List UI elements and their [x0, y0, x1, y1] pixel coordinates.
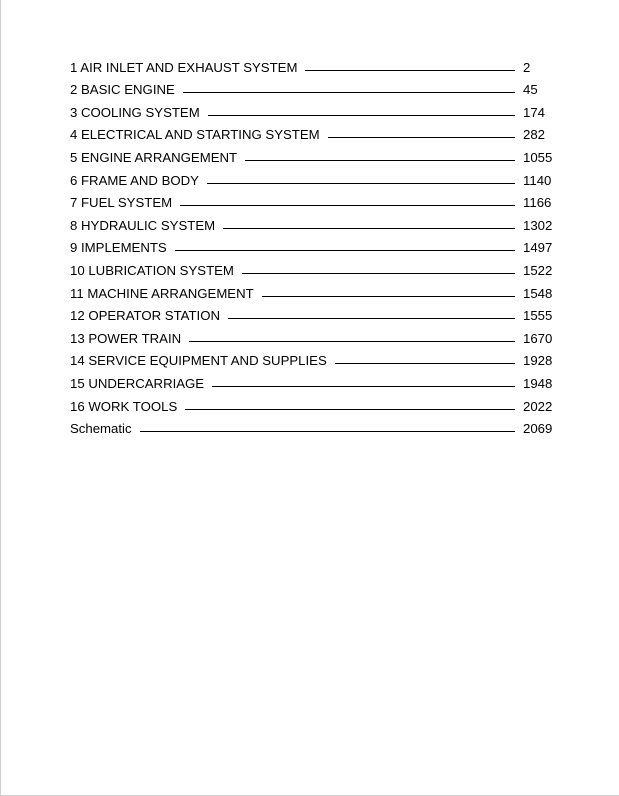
toc-entry-title: 5 ENGINE ARRANGEMENT	[70, 149, 238, 165]
toc-entry-service-equipment[interactable]	[70, 347, 560, 370]
toc-entry-title: 10 LUBRICATION SYSTEM	[70, 262, 234, 278]
toc-entry-title: 7 FUEL SYSTEM	[70, 195, 173, 211]
toc-entry-title: 16 WORK TOOLS	[70, 398, 178, 414]
toc-leader-line	[207, 183, 515, 184]
toc-entry-engine-arrangement[interactable]	[70, 143, 560, 166]
toc-entry-basic-engine[interactable]	[70, 76, 560, 99]
toc-entry-title: 2 BASIC ENGINE	[70, 82, 175, 98]
toc-entry-page: 2069	[523, 421, 553, 437]
toc-entry-title: 8 HYDRAULIC SYSTEM	[70, 217, 216, 233]
toc-entry-title: Schematic	[70, 421, 132, 437]
toc-leader-line	[212, 386, 515, 387]
toc-leader-line	[242, 273, 515, 274]
toc-leader-line	[305, 70, 515, 71]
toc-entry-page: 1928	[523, 353, 553, 369]
toc-entry-title: 1 AIR INLET AND EXHAUST SYSTEM	[70, 59, 298, 75]
table-of-contents	[70, 53, 560, 437]
toc-entry-title: 6 FRAME AND BODY	[70, 172, 199, 188]
toc-entry-schematic[interactable]	[70, 415, 560, 438]
toc-entry-title: 9 IMPLEMENTS	[70, 240, 167, 256]
toc-entry-page: 1140	[523, 172, 552, 188]
toc-entry-page: 1166	[523, 195, 552, 211]
toc-entry-title: 12 OPERATOR STATION	[70, 308, 220, 324]
toc-entry-page: 1670	[523, 330, 553, 346]
toc-entry-hydraulic-system[interactable]	[70, 211, 560, 234]
toc-entry-undercarriage[interactable]	[70, 369, 560, 392]
toc-entry-page: 1548	[523, 285, 553, 301]
toc-leader-line	[183, 92, 515, 93]
toc-leader-line	[328, 137, 515, 138]
toc-entry-title: 4 ELECTRICAL AND STARTING SYSTEM	[70, 127, 320, 143]
toc-leader-line	[180, 205, 515, 206]
toc-entry-page: 1302	[523, 217, 553, 233]
toc-entry-page: 2	[523, 59, 531, 75]
toc-entry-title: 3 COOLING SYSTEM	[70, 104, 200, 120]
toc-leader-line	[208, 115, 515, 116]
toc-entry-page: 282	[523, 127, 546, 143]
toc-entry-title: 15 UNDERCARRIAGE	[70, 375, 205, 391]
toc-entry-page: 1497	[523, 240, 553, 256]
toc-leader-line	[189, 341, 515, 342]
toc-entry-frame-body[interactable]	[70, 166, 560, 189]
toc-entry-title: 13 POWER TRAIN	[70, 330, 182, 346]
toc-entry-page: 2022	[523, 398, 553, 414]
toc-leader-line	[335, 363, 515, 364]
toc-entry-implements[interactable]	[70, 234, 560, 257]
toc-leader-line	[228, 318, 515, 319]
toc-leader-line	[185, 409, 515, 410]
toc-leader-line	[262, 296, 515, 297]
toc-entry-page: 174	[523, 104, 546, 120]
toc-entry-page: 45	[523, 82, 538, 98]
toc-entry-page: 1555	[523, 308, 553, 324]
toc-entry-title: 11 MACHINE ARRANGEMENT	[70, 285, 254, 301]
toc-leader-line	[140, 431, 515, 432]
toc-entry-machine-arrangement[interactable]	[70, 279, 560, 302]
toc-leader-line	[223, 228, 515, 229]
toc-entry-fuel-system[interactable]	[70, 189, 560, 212]
toc-entry-cooling-system[interactable]	[70, 98, 560, 121]
toc-entry-power-train[interactable]	[70, 324, 560, 347]
toc-leader-line	[245, 160, 515, 161]
toc-entry-air-inlet[interactable]	[70, 53, 560, 76]
toc-entry-work-tools[interactable]	[70, 392, 560, 415]
toc-entry-title: 14 SERVICE EQUIPMENT AND SUPPLIES	[70, 353, 327, 369]
toc-entry-page: 1522	[523, 262, 553, 278]
toc-entry-page: 1055	[523, 149, 553, 165]
toc-entry-page: 1948	[523, 375, 553, 391]
toc-entry-lubrication-system[interactable]	[70, 256, 560, 279]
toc-leader-line	[175, 250, 515, 251]
toc-entry-operator-station[interactable]	[70, 302, 560, 325]
toc-entry-electrical-starting[interactable]	[70, 121, 560, 144]
